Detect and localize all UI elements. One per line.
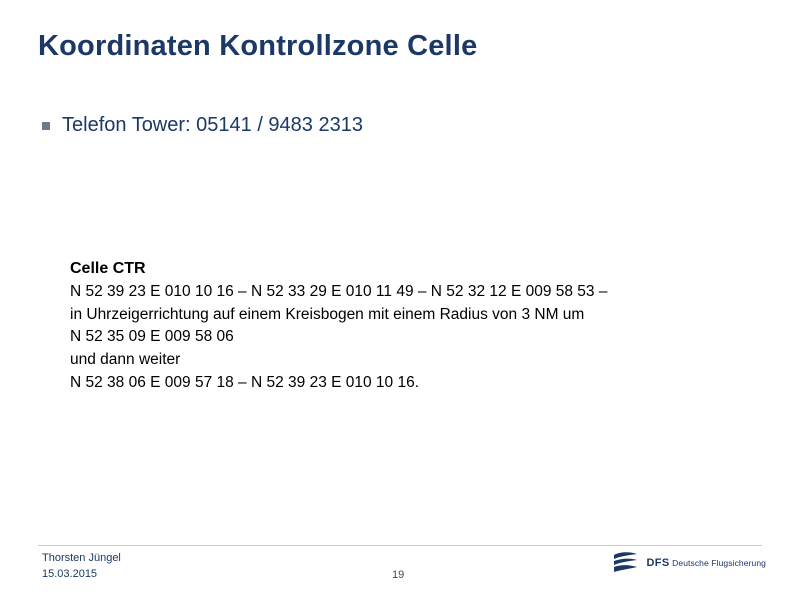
coordinates-line: N 52 39 23 E 010 10 16 – N 52 33 29 E 010 11 49 – N 52 32 12 E 009 58 53 – [70, 282, 608, 300]
dfs-logo-text [646, 557, 766, 569]
coordinates-heading: Celle CTR [70, 260, 146, 277]
dfs-logo [610, 548, 766, 578]
bullet-item [42, 113, 363, 137]
dfs-logo-abbr: DFS [646, 557, 670, 569]
bullet-item-label: Telefon Tower: 05141 / 9483 2313 [62, 114, 363, 136]
coordinates-line: und dann weiter [70, 351, 181, 369]
dfs-logo-icon [610, 548, 640, 578]
dfs-logo-name: Deutsche Flugsicherung [672, 558, 766, 568]
footer-divider [38, 545, 762, 546]
square-bullet-icon [42, 122, 50, 130]
coordinates-line: in Uhrzeigerrichtung auf einem Kreisbogen mit einem Radius von 3 NM um [70, 305, 585, 323]
footer-page-number: 19 [392, 569, 405, 581]
footer-date: 15.03.2015 [42, 568, 98, 580]
coordinates-line: N 52 35 09 E 009 58 06 [70, 328, 234, 346]
coordinates-block [70, 258, 730, 395]
footer-author: Thorsten Jüngel [42, 552, 121, 564]
coordinates-line: N 52 38 06 E 009 57 18 – N 52 39 23 E 010 10 16. [70, 373, 420, 391]
page-title: Koordinaten Kontrollzone Celle [38, 30, 478, 62]
